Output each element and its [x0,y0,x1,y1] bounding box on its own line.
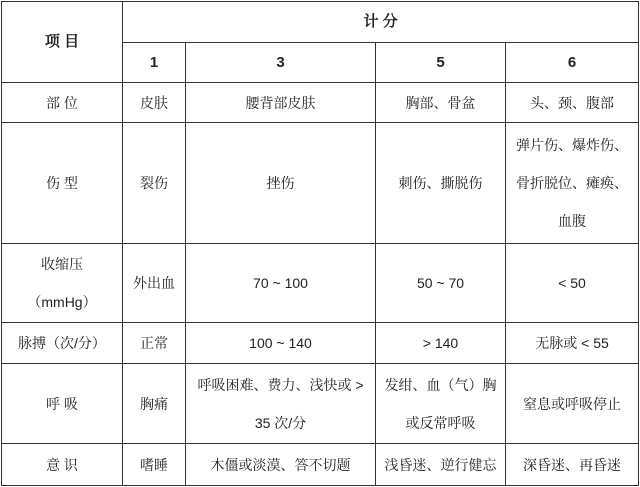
score-6: 6 [506,43,639,83]
cell-text: 部 位 [46,94,78,111]
row-label [2,244,123,323]
cell-text: > 140 [422,335,459,351]
score-cell [123,123,186,244]
cell-text: 骨折脱位、瘫痪、 [516,175,629,191]
row-label [2,123,123,244]
score-cell [123,444,186,486]
cell-text: （mmHg） [27,294,97,310]
header-row [2,2,639,43]
cell-text: 嗜睡 [140,456,168,473]
cell-text: 意 识 [46,456,78,473]
row-label [2,364,123,444]
cell-text: 脉搏（次/分） [18,335,106,351]
cell-text: 血腹 [558,213,587,229]
cell-text: 发绀、血（气）胸 [384,376,497,393]
score-cell [376,123,506,244]
score-cell [123,323,186,364]
score-cell [506,444,639,486]
cell-text: 胸部、骨盆 [405,94,476,111]
table-row-systolic-pressure [2,244,639,323]
cell-text: 浅昏迷、逆行健忘 [384,456,497,473]
score-cell [376,244,506,323]
cell-text: 70 ~ 100 [253,275,308,291]
score-3: 3 [186,43,376,83]
score-cell [376,364,506,444]
score-cell [376,323,506,364]
score-cell [186,83,376,123]
table-row-respiration [2,364,639,444]
cell-text: 胸痛 [140,395,168,412]
score-cell [186,444,376,486]
cell-text: 35 次/分 [254,414,307,431]
score-cell [186,123,376,244]
score-5: 5 [376,43,506,83]
table-row-consciousness [2,444,639,486]
score-cell [376,444,506,486]
score-cell [186,364,376,444]
score-1: 1 [123,43,186,83]
table-row-injury-type [2,123,639,244]
row-label [2,83,123,123]
cell-text: 头、颈、腹部 [530,94,615,111]
score-cell [506,123,639,244]
cell-text: 皮肤 [140,94,168,111]
item-header: 项 目 [2,2,123,83]
cell-text: 窒息或呼吸停止 [523,395,622,412]
row-label [2,444,123,486]
cell-text: 100 ~ 140 [249,335,312,351]
cell-text: 正常 [140,335,168,351]
cell-text: < 50 [558,275,586,291]
cell-text: 挫伤 [266,175,295,191]
score-cell [506,323,639,364]
row-label [2,323,123,364]
cell-text: 弹片伤、爆炸伤、 [516,137,629,153]
score-cell [123,364,186,444]
score-cell [506,364,639,444]
score-cell [123,83,186,123]
table-row-body-part [2,83,639,123]
cell-text: 外出血 [133,275,175,291]
cell-text: 呼吸困难、费力、浅快或 > [197,376,364,393]
score-cell [186,244,376,323]
score-header: 计 分 [123,2,639,43]
cell-text: 收缩压 [41,256,83,272]
cell-text: 无脉或 < 55 [535,335,609,351]
cell-text: 呼 吸 [46,395,78,412]
cell-text: 或反常呼吸 [405,414,476,431]
score-cell [506,83,639,123]
score-cell [376,83,506,123]
trauma-score-table [1,1,639,486]
cell-text: 50 ~ 70 [416,275,465,291]
cell-text: 深昏迷、再昏迷 [523,456,622,473]
score-cell [186,323,376,364]
cell-text: 伤 型 [46,175,78,191]
score-cell [506,244,639,323]
cell-text: 腰背部皮肤 [245,94,316,111]
score-cell [123,244,186,323]
cell-text: 木僵或淡漠、答不切题 [210,456,351,473]
cell-text: 裂伤 [140,175,168,191]
table-row-pulse [2,323,639,364]
cell-text: 刺伤、撕脱伤 [398,175,483,191]
